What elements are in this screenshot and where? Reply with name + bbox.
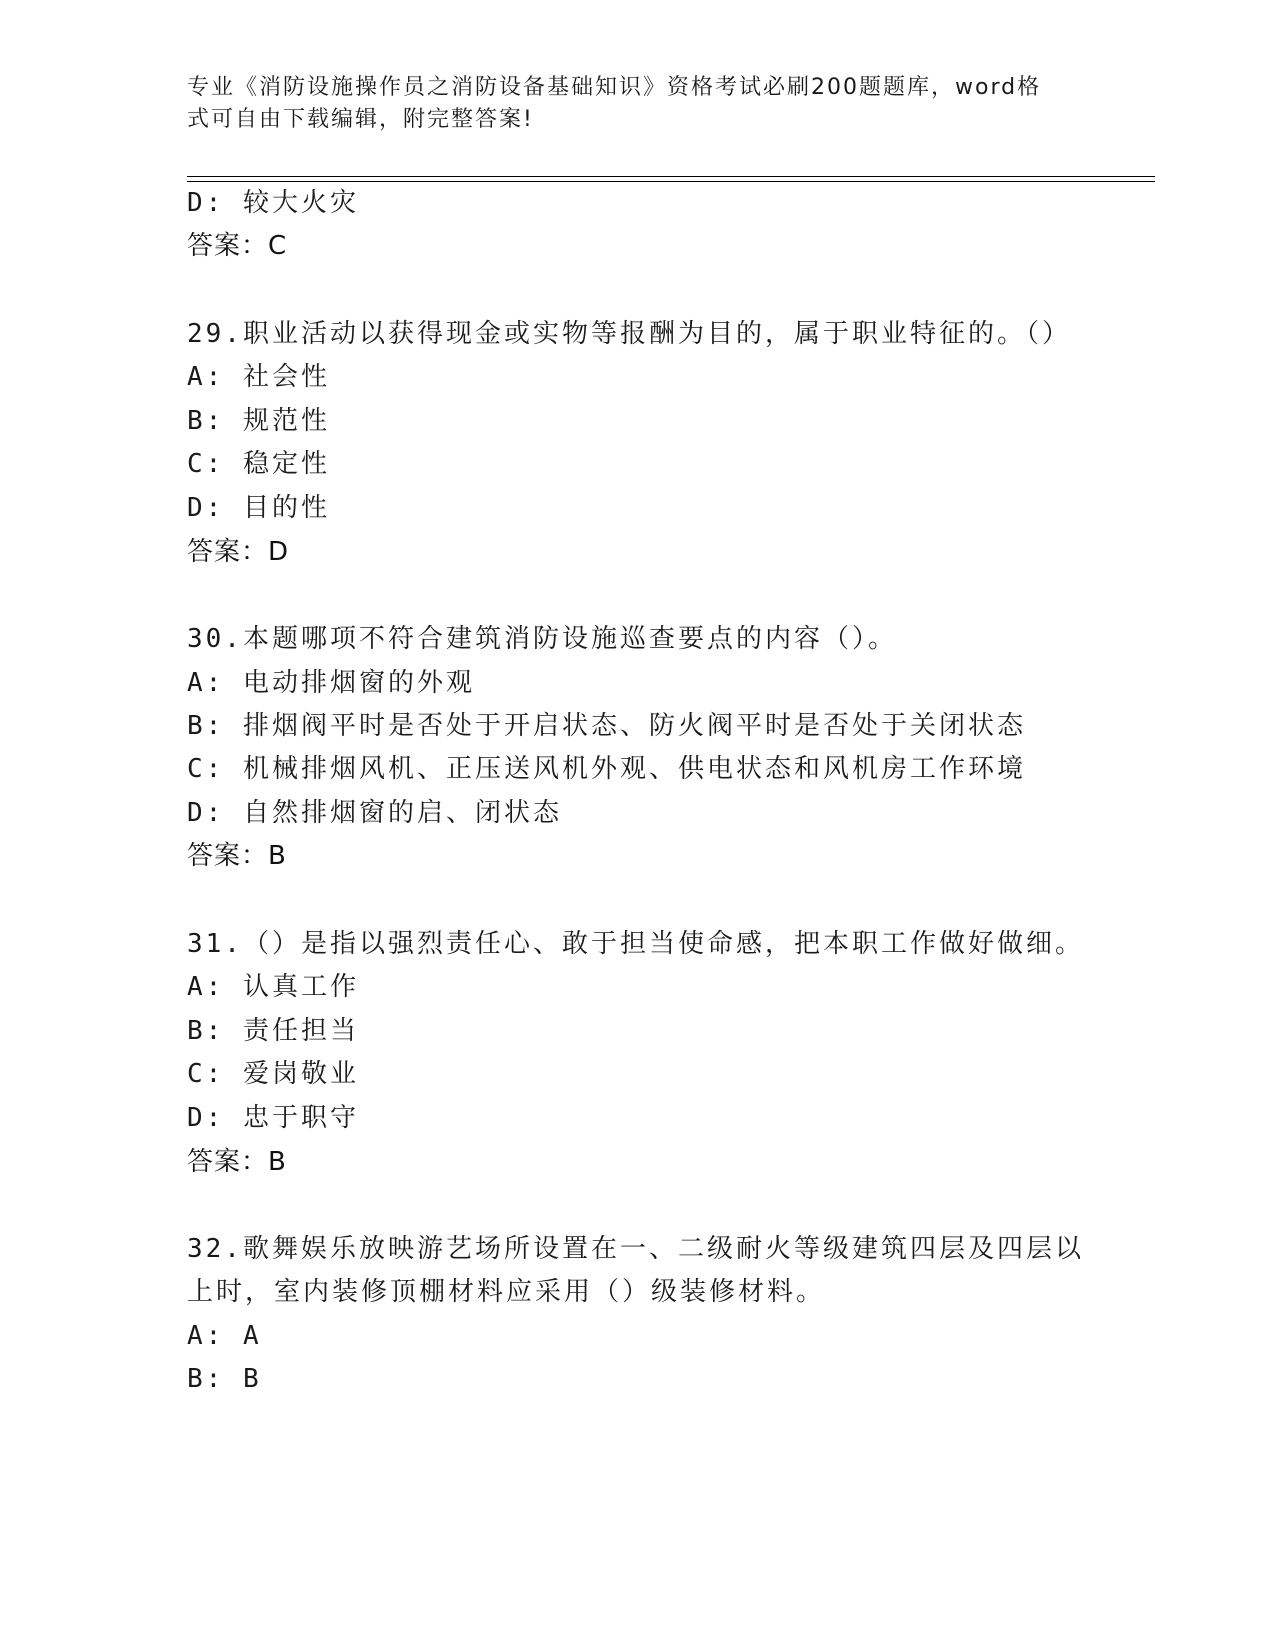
- q31-option-c: C: 爱岗敬业: [187, 1059, 359, 1089]
- header-title-line-2: 式可自由下载编辑，附完整答案!: [187, 107, 534, 132]
- header-divider-bottom: [187, 181, 1155, 182]
- q30-question: 30.本题哪项不符合建筑消防设施巡查要点的内容（）。: [187, 624, 897, 654]
- q31-option-b: B: 责任担当: [187, 1016, 359, 1046]
- q30-option-c: C: 机械排烟风机、正压送风机外观、供电状态和风机房工作环境: [187, 754, 1026, 784]
- q32-question-line-1: 32.歌舞娱乐放映游艺场所设置在一、二级耐火等级建筑四层及四层以: [187, 1234, 1084, 1264]
- q30-answer: 答案：B: [187, 841, 287, 871]
- q29-option-a: A: 社会性: [187, 362, 330, 392]
- q29-option-d: D: 目的性: [187, 493, 330, 523]
- q29-option-b: B: 规范性: [187, 406, 330, 436]
- q30-option-a: A: 电动排烟窗的外观: [187, 668, 475, 698]
- prev-answer: 答案：C: [187, 231, 288, 261]
- header-title-line-1: 专业《消防设施操作员之消防设备基础知识》资格考试必刷200题题库，word格: [187, 75, 1042, 100]
- prev-option-d: D: 较大火灾: [187, 188, 359, 218]
- q31-option-a: A: 认真工作: [187, 972, 359, 1002]
- q29-option-c: C: 稳定性: [187, 449, 330, 479]
- q32-option-b: B: B: [187, 1364, 262, 1394]
- q31-question: 31.（）是指以强烈责任心、敢于担当使命感，把本职工作做好做细。: [187, 929, 1084, 959]
- q31-option-d: D: 忠于职守: [187, 1103, 359, 1133]
- q30-option-b: B: 排烟阀平时是否处于开启状态、防火阀平时是否处于关闭状态: [187, 711, 1026, 741]
- header-divider-top: [187, 176, 1155, 177]
- q30-option-d: D: 自然排烟窗的启、闭状态: [187, 798, 562, 828]
- q29-answer: 答案：D: [187, 537, 290, 567]
- q31-answer: 答案：B: [187, 1147, 287, 1177]
- q32-option-a: A: A: [187, 1321, 262, 1351]
- q29-question: 29.职业活动以获得现金或实物等报酬为目的，属于职业特征的。（）: [187, 319, 1071, 349]
- document-header: [187, 72, 1067, 136]
- q32-question-line-2: 上时，室内装修顶棚材料应采用（）级装修材料。: [187, 1277, 826, 1307]
